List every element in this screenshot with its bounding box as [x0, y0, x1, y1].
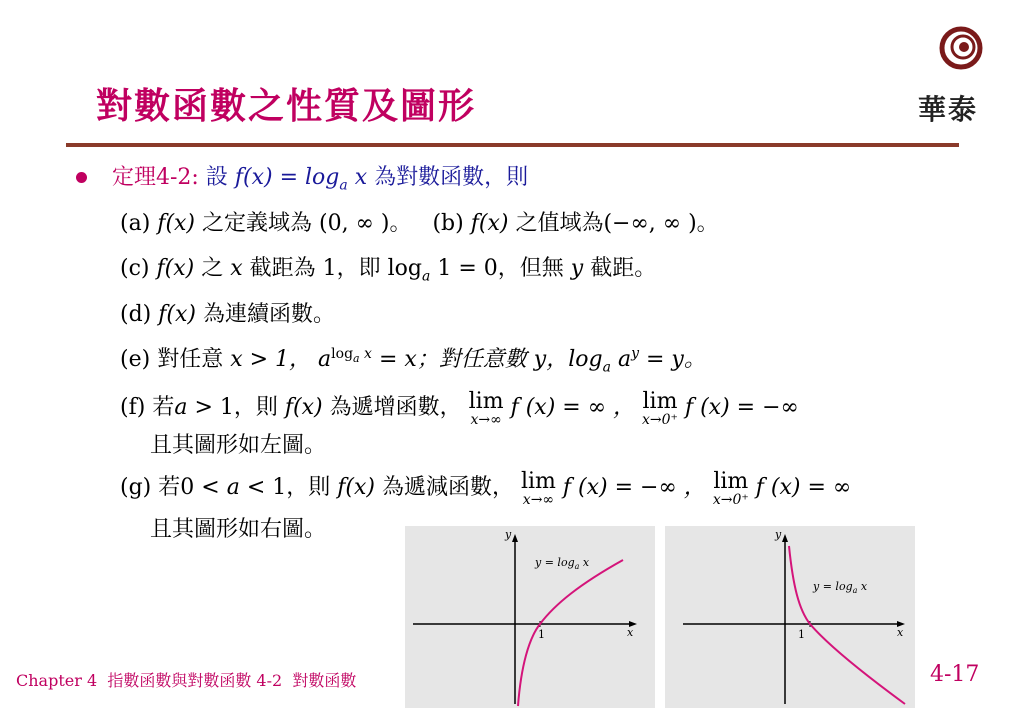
item-f-a: a [174, 395, 188, 420]
item-g-limit2-value: f (x) = ∞ [755, 475, 852, 500]
left-curve-base: a [574, 562, 580, 571]
item-e [120, 342, 706, 375]
item-a-b [120, 206, 719, 237]
right-curve-base: a [852, 586, 858, 595]
left-curve-x: x [579, 556, 590, 569]
theorem-x: x [354, 165, 368, 190]
item-g [120, 470, 851, 508]
item-c-fx: f(x) [156, 256, 195, 281]
item-f-text1: 若 [152, 395, 175, 420]
item-c [120, 251, 656, 284]
item-a-fx: f(x) [157, 211, 196, 236]
item-e-tag: (e) [120, 347, 151, 372]
item-f-continuation: 且其圖形如左圖。 [150, 433, 327, 458]
footer [16, 668, 356, 691]
footer-section-title: 對數函數 [292, 671, 357, 690]
right-axis-x: x [897, 626, 904, 639]
theorem-base: a [339, 177, 348, 194]
theorem-statement [112, 160, 528, 193]
item-g-fx: f(x) [337, 475, 375, 500]
item-g-limit1: lim x→∞ [520, 469, 556, 509]
item-a-text: 之定義域為 (0, ∞ )。 [202, 211, 412, 236]
item-d-tag: (d) [120, 302, 152, 327]
title-underline [66, 143, 959, 147]
left-curve-label: y = log [535, 556, 575, 569]
right-axis-y: y [775, 528, 782, 541]
item-c-text1: 之 [201, 256, 224, 281]
item-c-text2: 截距為 1，即 log [249, 256, 423, 281]
item-d-fx: f(x) [158, 302, 196, 327]
item-g-tag: (g) [120, 475, 152, 500]
item-e-text1: 對任意 [157, 347, 224, 372]
left-tick-1: 1 [538, 628, 545, 641]
left-axis-x: x [627, 626, 634, 639]
item-g-limit1-value: f (x) = −∞ ， [562, 475, 706, 500]
theorem-lead: 設 [205, 165, 228, 190]
footer-section: 4-2 [256, 671, 283, 690]
right-curve-label: y = log [813, 580, 853, 593]
theorem-tail: 為對數函數，則 [374, 165, 529, 190]
item-e-eq2: = y。 [646, 347, 706, 372]
item-b-tag: (b) [432, 211, 464, 236]
page-number: 4-17 [930, 662, 980, 687]
item-e-x: x > 1， [230, 347, 312, 372]
right-curve-x: x [857, 580, 868, 593]
footer-chapter-title: 指數函數與對數函數 [107, 671, 252, 690]
right-tick-1: 1 [798, 628, 805, 641]
footer-chapter: Chapter 4 [16, 671, 98, 690]
item-c-y: y [570, 256, 584, 281]
item-e-supx: x [359, 345, 372, 362]
item-c-tag: (c) [120, 256, 150, 281]
graph-decreasing-plot [665, 526, 915, 708]
item-c-base: a [422, 268, 431, 285]
graph-increasing-plot [405, 526, 655, 708]
item-f-limit2-value: f (x) = −∞ [684, 395, 799, 420]
item-f [120, 390, 799, 428]
item-d [120, 297, 335, 328]
item-f-fx: f(x) [284, 395, 323, 420]
item-g-limit2: lim x→0⁺ [712, 469, 749, 509]
item-g-text1: 若0 < [158, 475, 220, 500]
item-f-text3: 為遞增函數， [329, 395, 462, 420]
theorem-fx: f(x) = log [234, 165, 340, 190]
item-f-tag: (f) [120, 395, 146, 420]
item-g-a: a [226, 475, 240, 500]
item-g-text2: < 1，則 [246, 475, 331, 500]
item-e-base: a [602, 359, 611, 376]
item-e-eq: = x；對任意數 [378, 347, 527, 372]
item-e-sup: log [331, 345, 354, 362]
graph-increasing [405, 526, 655, 708]
item-e-supsub: a [353, 351, 360, 365]
item-d-text: 為連續函數。 [202, 302, 335, 327]
svg-text:y = loga x [534, 556, 590, 571]
item-c-text4: 截距。 [590, 256, 657, 281]
bullet-icon [76, 172, 87, 183]
svg-text:y = loga x [812, 580, 868, 595]
graph-decreasing [665, 526, 915, 708]
item-f-limit1-value: f (x) = ∞ ， [510, 395, 636, 420]
item-b-fx: f(x) [470, 211, 509, 236]
page-title: 對數函數之性質及圖形 [96, 85, 477, 127]
left-axis-y: y [505, 528, 512, 541]
item-c-text3: 1 = 0，但無 [437, 256, 564, 281]
item-e-sup2: y [631, 345, 639, 362]
item-e-a: a [318, 347, 332, 372]
item-g-text3: 為遞減函數， [381, 475, 514, 500]
item-g-continuation: 且其圖形如右圖。 [150, 517, 327, 542]
item-f-text2: > 1，則 [194, 395, 278, 420]
item-b-text: 之值域為(−∞, ∞ )。 [515, 211, 719, 236]
item-f-limit1: lim x→∞ [468, 389, 504, 429]
theorem-label: 定理4-2: [112, 165, 199, 190]
item-f-limit2: lim x→0⁺ [642, 389, 678, 429]
logo-text: 華泰 [918, 93, 979, 126]
item-a-tag: (a) [120, 211, 151, 236]
item-c-x: x [230, 256, 243, 281]
item-e-y: y，log [533, 347, 603, 372]
item-e-a2: a [617, 347, 632, 372]
